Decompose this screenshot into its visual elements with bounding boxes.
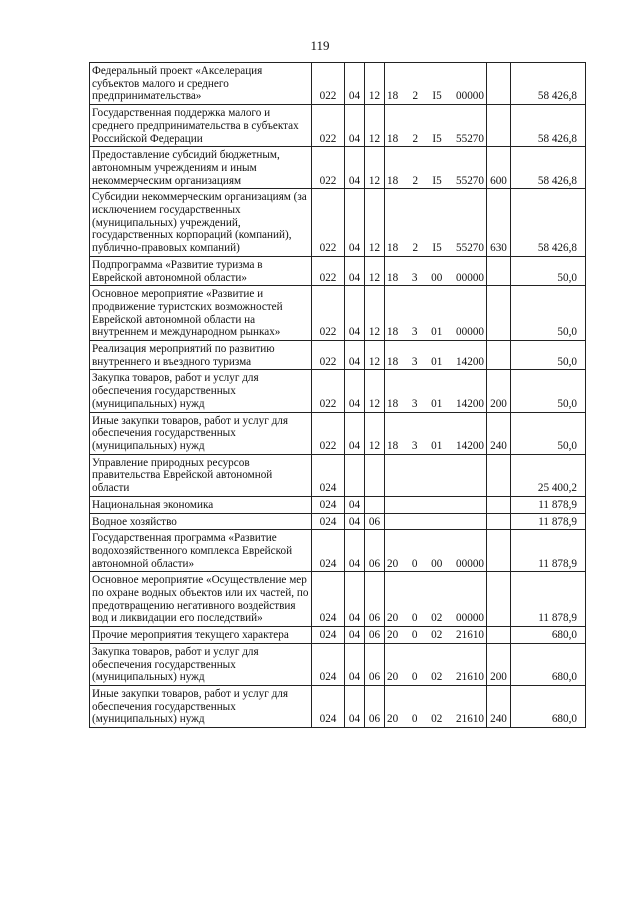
subsection-code: 06 [365, 530, 385, 572]
row-name: Основное мероприятие «Развитие и продвижение туристских возможностей Еврейской автономной области на внутреннем и международном рынках» [90, 286, 312, 341]
target-article-parts [387, 133, 484, 146]
target-article-part: 2 [412, 132, 419, 145]
admin-code: 022 [312, 412, 345, 454]
amount: 50,0 [511, 412, 586, 454]
target-article-part: 2 [412, 174, 419, 187]
amount: 50,0 [511, 370, 586, 412]
target-article-part: 14200 [456, 439, 484, 452]
target-article-part: 20 [387, 557, 399, 570]
table-row [90, 286, 586, 341]
target-article-code [385, 496, 487, 513]
section-code [345, 454, 365, 496]
target-article-part: I5 [432, 132, 442, 145]
target-article-part: 0 [411, 671, 418, 684]
amount: 11 878,9 [511, 572, 586, 627]
table-row [90, 189, 586, 257]
table-row [90, 530, 586, 572]
section-code: 04 [345, 189, 365, 257]
target-article-code [385, 370, 487, 412]
target-article-part: 0 [411, 612, 418, 625]
table-row [90, 627, 586, 644]
subsection-code: 12 [365, 105, 385, 147]
amount: 58 426,8 [511, 105, 586, 147]
admin-code: 022 [312, 370, 345, 412]
section-code: 04 [345, 643, 365, 685]
target-article-part: 55270 [456, 132, 484, 145]
expense-type-code: 200 [487, 643, 511, 685]
target-article-part: 00000 [456, 90, 484, 103]
admin-code: 024 [312, 627, 345, 644]
expense-type-code [487, 63, 511, 105]
target-article-code [385, 256, 487, 285]
amount: 680,0 [511, 685, 586, 727]
target-article-part: 3 [411, 271, 418, 284]
target-article-part: 01 [431, 439, 443, 452]
admin-code: 022 [312, 341, 345, 370]
amount: 11 878,9 [511, 530, 586, 572]
expense-type-code [487, 572, 511, 627]
subsection-code: 12 [365, 189, 385, 257]
subsection-code: 12 [365, 370, 385, 412]
admin-code: 024 [312, 530, 345, 572]
target-article-parts [387, 272, 484, 285]
subsection-code: 12 [365, 412, 385, 454]
target-article-part: 00 [431, 557, 443, 570]
target-article-part: 18 [387, 174, 399, 187]
target-article-parts [387, 558, 484, 571]
target-article-part: 01 [431, 326, 443, 339]
section-code: 04 [345, 63, 365, 105]
target-article-parts [387, 629, 484, 642]
target-article-parts [387, 326, 484, 339]
row-name: Национальная экономика [90, 496, 312, 513]
subsection-code: 12 [365, 286, 385, 341]
row-name: Закупка товаров, работ и услуг для обеспечения государственных (муниципальных) нужд [90, 370, 312, 412]
target-article-parts [387, 90, 484, 103]
amount: 58 426,8 [511, 189, 586, 257]
target-article-code [385, 643, 487, 685]
target-article-parts [387, 398, 484, 411]
target-article-parts [387, 175, 484, 188]
target-article-part: 2 [412, 242, 419, 255]
target-article-part: 14200 [456, 355, 484, 368]
admin-code: 022 [312, 286, 345, 341]
target-article-part: 21610 [456, 629, 484, 642]
section-code: 04 [345, 627, 365, 644]
target-article-part: 21610 [456, 671, 484, 684]
row-name: Иные закупки товаров, работ и услуг для обеспечения государственных (муниципальных) нужд [90, 685, 312, 727]
target-article-part: 3 [411, 326, 418, 339]
target-article-parts [387, 713, 484, 726]
section-code: 04 [345, 412, 365, 454]
subsection-code: 06 [365, 513, 385, 530]
target-article-part: 18 [387, 90, 399, 103]
amount: 680,0 [511, 643, 586, 685]
expense-type-code: 630 [487, 189, 511, 257]
target-article-part: 2 [412, 90, 419, 103]
table-row [90, 105, 586, 147]
target-article-part: 01 [431, 397, 443, 410]
section-code: 04 [345, 105, 365, 147]
target-article-part: 18 [387, 439, 399, 452]
target-article-part: I5 [432, 90, 442, 103]
target-article-code [385, 627, 487, 644]
target-article-part: 18 [387, 132, 399, 145]
row-name: Закупка товаров, работ и услуг для обеспечения государственных (муниципальных) нужд [90, 643, 312, 685]
table-row [90, 572, 586, 627]
expense-type-code [487, 256, 511, 285]
expense-type-code: 600 [487, 147, 511, 189]
target-article-part: 3 [411, 397, 418, 410]
table-row [90, 341, 586, 370]
budget-table-body [90, 63, 586, 728]
target-article-part: 01 [431, 355, 443, 368]
subsection-code: 12 [365, 256, 385, 285]
row-name: Основное мероприятие «Осуществление мер по охране водных объектов или их частей, по предотвращению негативного воздействия вод и ликвидации его последствий» [90, 572, 312, 627]
table-row [90, 412, 586, 454]
amount: 680,0 [511, 627, 586, 644]
row-name: Подпрограмма «Развитие туризма в Еврейской автономной области» [90, 256, 312, 285]
target-article-part: 20 [387, 629, 399, 642]
target-article-part: 0 [411, 629, 418, 642]
target-article-part: 20 [387, 713, 399, 726]
target-article-code [385, 454, 487, 496]
target-article-code [385, 341, 487, 370]
admin-code: 022 [312, 105, 345, 147]
amount: 50,0 [511, 341, 586, 370]
admin-code: 024 [312, 454, 345, 496]
target-article-code [385, 63, 487, 105]
admin-code: 022 [312, 189, 345, 257]
admin-code: 024 [312, 496, 345, 513]
target-article-part: 20 [387, 612, 399, 625]
target-article-part: 3 [411, 355, 418, 368]
target-article-parts [387, 612, 484, 625]
expense-type-code [487, 513, 511, 530]
target-article-code [385, 147, 487, 189]
row-name: Субсидии некоммерческим организациям (за исключением государственных (муниципальных) учреждений, государственных корпораций (компаний), публично-правовых компаний) [90, 189, 312, 257]
target-article-parts [387, 671, 484, 684]
row-name: Прочие мероприятия текущего характера [90, 627, 312, 644]
target-article-parts [387, 242, 484, 255]
target-article-part: I5 [432, 174, 442, 187]
row-name: Государственная программа «Развитие водохозяйственного комплекса Еврейской автономной области» [90, 530, 312, 572]
admin-code: 024 [312, 643, 345, 685]
row-name: Управление природных ресурсов правительства Еврейской автономной области [90, 454, 312, 496]
row-name: Федеральный проект «Акселерация субъектов малого и среднего предпринимательства» [90, 63, 312, 105]
row-name: Водное хозяйство [90, 513, 312, 530]
table-row [90, 496, 586, 513]
target-article-part: 20 [387, 671, 399, 684]
table-row [90, 685, 586, 727]
admin-code: 024 [312, 685, 345, 727]
expense-type-code: 200 [487, 370, 511, 412]
expense-type-code [487, 341, 511, 370]
target-article-part: 18 [387, 242, 399, 255]
table-row [90, 256, 586, 285]
table-row [90, 370, 586, 412]
table-row [90, 454, 586, 496]
target-article-part: 02 [431, 629, 443, 642]
target-article-code [385, 685, 487, 727]
target-article-code [385, 189, 487, 257]
admin-code: 024 [312, 572, 345, 627]
amount: 11 878,9 [511, 513, 586, 530]
subsection-code: 12 [365, 147, 385, 189]
target-article-code [385, 412, 487, 454]
page-number: 119 [310, 38, 330, 53]
amount: 50,0 [511, 286, 586, 341]
target-article-code [385, 572, 487, 627]
target-article-part: 21610 [456, 713, 484, 726]
target-article-part: 0 [411, 557, 418, 570]
target-article-part: 55270 [456, 242, 484, 255]
target-article-part: 55270 [456, 174, 484, 187]
subsection-code [365, 454, 385, 496]
row-name: Предоставление субсидий бюджетным, автономным учреждениям и иным некоммерческим организациям [90, 147, 312, 189]
table-row [90, 63, 586, 105]
target-article-part: 3 [411, 439, 418, 452]
target-article-part: I5 [432, 242, 442, 255]
section-code: 04 [345, 370, 365, 412]
target-article-part: 0 [411, 713, 418, 726]
target-article-code [385, 530, 487, 572]
amount: 58 426,8 [511, 63, 586, 105]
target-article-part: 18 [387, 326, 399, 339]
expense-type-code: 240 [487, 685, 511, 727]
target-article-part: 18 [387, 271, 399, 284]
expense-type-code [487, 105, 511, 147]
subsection-code: 06 [365, 685, 385, 727]
section-code: 04 [345, 147, 365, 189]
section-code: 04 [345, 286, 365, 341]
target-article-part: 00000 [456, 612, 484, 625]
row-name: Государственная поддержка малого и среднего предпринимательства в субъектах Российской Федерации [90, 105, 312, 147]
subsection-code: 06 [365, 627, 385, 644]
amount: 25 400,2 [511, 454, 586, 496]
target-article-part: 00000 [456, 326, 484, 339]
budget-table [89, 62, 586, 728]
expense-type-code [487, 454, 511, 496]
section-code: 04 [345, 572, 365, 627]
target-article-part: 02 [431, 612, 443, 625]
target-article-parts [387, 440, 484, 453]
subsection-code [365, 496, 385, 513]
admin-code: 022 [312, 256, 345, 285]
amount: 58 426,8 [511, 147, 586, 189]
section-code: 04 [345, 685, 365, 727]
expense-type-code [487, 627, 511, 644]
target-article-parts [387, 356, 484, 369]
subsection-code: 06 [365, 572, 385, 627]
expense-type-code: 240 [487, 412, 511, 454]
target-article-part: 00000 [456, 271, 484, 284]
target-article-part: 00000 [456, 557, 484, 570]
admin-code: 024 [312, 513, 345, 530]
row-name: Иные закупки товаров, работ и услуг для обеспечения государственных (муниципальных) нужд [90, 412, 312, 454]
amount: 50,0 [511, 256, 586, 285]
target-article-part: 02 [431, 713, 443, 726]
amount: 11 878,9 [511, 496, 586, 513]
table-row [90, 513, 586, 530]
subsection-code: 12 [365, 341, 385, 370]
table-row [90, 643, 586, 685]
section-code: 04 [345, 496, 365, 513]
target-article-part: 18 [387, 355, 399, 368]
target-article-code [385, 105, 487, 147]
target-article-part: 02 [431, 671, 443, 684]
section-code: 04 [345, 341, 365, 370]
target-article-code [385, 286, 487, 341]
target-article-part: 14200 [456, 397, 484, 410]
expense-type-code [487, 286, 511, 341]
expense-type-code [487, 530, 511, 572]
target-article-part: 18 [387, 397, 399, 410]
subsection-code: 06 [365, 643, 385, 685]
target-article-code [385, 513, 487, 530]
table-row [90, 147, 586, 189]
admin-code: 022 [312, 147, 345, 189]
section-code: 04 [345, 256, 365, 285]
row-name: Реализация мероприятий по развитию внутреннего и въездного туризма [90, 341, 312, 370]
target-article-part: 00 [431, 271, 443, 284]
section-code: 04 [345, 530, 365, 572]
admin-code: 022 [312, 63, 345, 105]
subsection-code: 12 [365, 63, 385, 105]
section-code: 04 [345, 513, 365, 530]
expense-type-code [487, 496, 511, 513]
